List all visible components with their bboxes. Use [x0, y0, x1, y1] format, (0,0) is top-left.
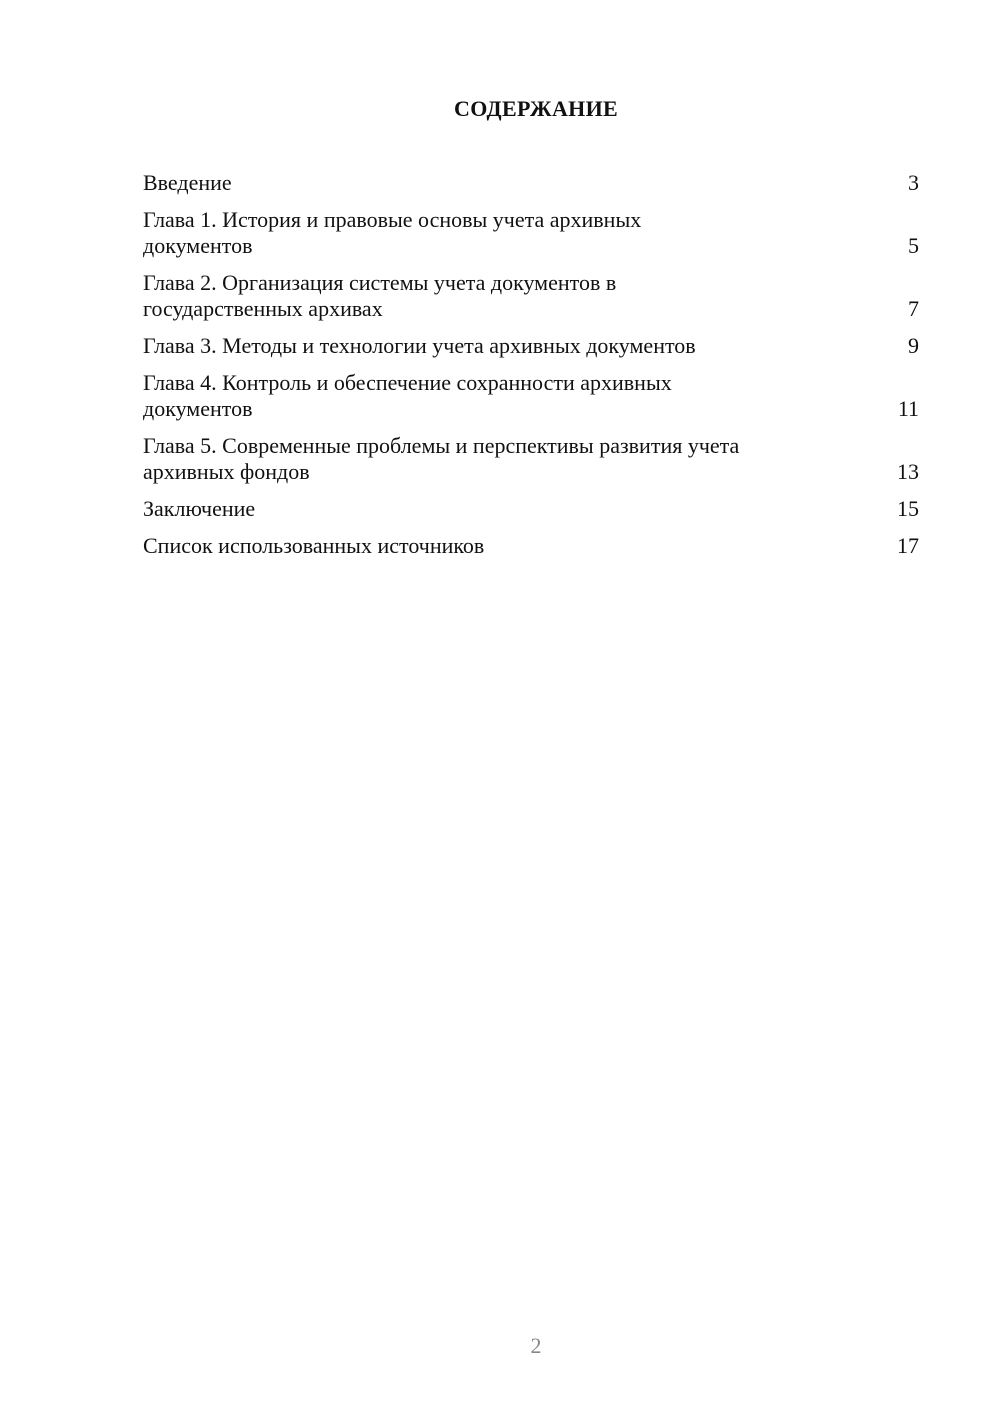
toc-entry-page: 3	[908, 170, 919, 195]
toc-entry-page: 9	[908, 333, 919, 358]
toc-entry-page: 13	[897, 459, 919, 484]
toc-entry-page: 7	[908, 296, 919, 321]
page-number: 2	[530, 1333, 542, 1358]
toc-entry-chapter-5[interactable]	[143, 433, 919, 485]
toc-entry-title: Глава 4. Контроль и обеспечение сохранности архивных документов	[143, 370, 672, 421]
toc-entry-chapter-2[interactable]	[143, 270, 919, 322]
page-title: СОДЕРЖАНИЕ	[454, 96, 618, 121]
toc-entry-title: Глава 5. Современные проблемы и перспективы развития учета архивных фондов	[143, 433, 740, 484]
toc-entry-title: Глава 3. Методы и технологии учета архивных документов	[143, 333, 696, 358]
toc-entry-page: 15	[897, 496, 919, 521]
toc-entry-chapter-4[interactable]	[143, 370, 919, 422]
toc-entry-chapter-3[interactable]	[143, 333, 919, 359]
toc-entry-title: Заключение	[143, 496, 256, 521]
toc-entry-conclusion[interactable]	[143, 496, 919, 522]
toc-entry-title: Список использованных источников	[143, 533, 485, 558]
toc-entry-chapter-1[interactable]	[143, 207, 919, 259]
toc-entry-title: Глава 1. История и правовые основы учета архивных документов	[143, 207, 642, 258]
toc-entry-page: 17	[897, 533, 919, 558]
toc-entry-references[interactable]	[143, 533, 919, 559]
toc-entry-title: Глава 2. Организация системы учета документов в государственных архивах	[143, 270, 617, 321]
toc-entry-introduction[interactable]	[143, 170, 919, 196]
toc-entry-title: Введение	[143, 170, 232, 195]
table-of-contents	[143, 170, 919, 570]
toc-entry-page: 11	[897, 396, 919, 421]
toc-entry-page: 5	[908, 233, 919, 258]
